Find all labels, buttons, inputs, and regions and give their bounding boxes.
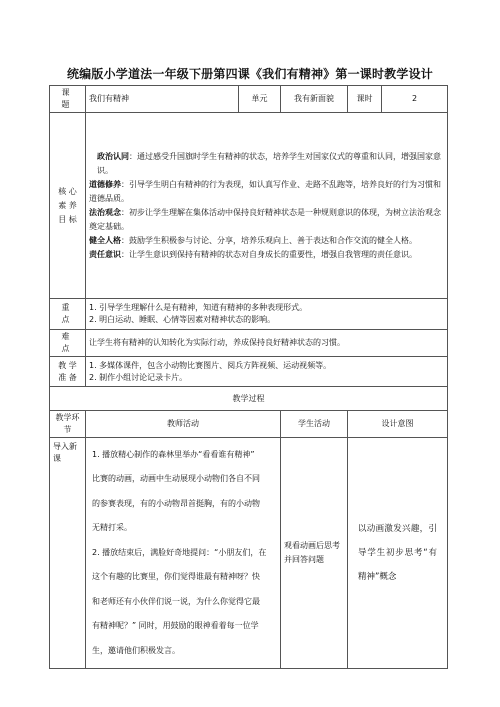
core-item: 健全人格：鼓励学生积极参与讨论、分享，培养乐观向上、善于表达和合作交流的健全人格。 xyxy=(89,235,417,245)
core-item: 法治观念：初步让学生理解在集体活动中保持良好精神状态是一种规则意识的体现，为树立法治观念奠定基础。 xyxy=(89,207,441,231)
process-title: 教学过程 xyxy=(50,387,448,411)
teacher-activity-cell xyxy=(86,438,281,669)
core-item: 道德修养：引导学生明白有精神的行为表现，如认真写作业、走路不乱跑等，培养良好的行为习惯和道德品质。 xyxy=(89,179,441,203)
column-header-stage: 教学环节 xyxy=(50,411,86,438)
core-item: 政治认同：通过感受升国旗时学生有精神的状态，培养学生对国家仪式的尊重和认同，增强国家意识。 xyxy=(97,151,441,175)
key-points-content xyxy=(86,299,448,330)
page-title: 统编版小学道法一年级下册第四课《我们有精神》第一课时教学设计 xyxy=(66,67,433,81)
key-point-item: 2. 明白运动、睡眠、心情等因素对精神状态的影响。 xyxy=(89,315,276,324)
teacher-activity-line: 的参赛表现，有的小动物昂首挺胸，有的小动物 xyxy=(92,498,260,508)
unit-value: 我有新面貌 xyxy=(281,86,348,113)
teacher-activity-line: 比赛的动画，动画中生动展现小动物们各自不同 xyxy=(92,474,260,484)
key-points-label: 重 点 xyxy=(50,299,86,330)
lesson-plan-table xyxy=(49,85,448,669)
teacher-activity-line: 无精打采。 xyxy=(92,523,132,533)
column-header-teacher: 教师活动 xyxy=(86,411,281,438)
difficult-points-content: 让学生将有精神的认知转化为实际行动，养成保持良好精神状态的习惯。 xyxy=(86,330,448,357)
column-header-intent: 设计意图 xyxy=(348,411,448,438)
hours-value: 2 xyxy=(382,86,448,113)
teacher-activity-line: 和老师还有小伙伴们说一说，为什么你觉得它最 xyxy=(92,596,260,606)
preparation-item: 1. 多媒体课件，包含小动物比赛图片、阅兵方阵视频、运动视频等。 xyxy=(89,360,332,370)
preparation-label: 教 学 准 备 xyxy=(50,357,86,387)
unit-label: 单元 xyxy=(239,86,281,113)
key-point-item: 1. 引导学生理解什么是有精神，知道有精神的多种表现形式。 xyxy=(89,303,308,312)
teacher-activity-line: 2. 播放结束后，满脸好奇地提问：“小朋友们，在 xyxy=(92,547,267,557)
core-goals-label: 核 心 素 养 目 标 xyxy=(50,113,86,299)
topic-value: 我们有精神 xyxy=(86,86,239,113)
teacher-activity-line: 1. 播放精心制作的森林里举办“看看谁有精神” xyxy=(92,449,255,459)
column-header-student: 学生活动 xyxy=(281,411,348,438)
preparation-content xyxy=(86,357,448,387)
design-intent-cell: 以动画激发兴趣，引导学生初步思考“有精神”概念 xyxy=(348,438,448,669)
topic-label: 课 题 xyxy=(50,86,86,113)
core-goals-content xyxy=(86,113,448,299)
preparation-item: 2. 制作小组讨论记录卡片。 xyxy=(89,372,188,382)
teacher-activity-line: 这个有趣的比赛里，你们觉得谁最有精神呀？快 xyxy=(92,572,260,582)
stage-cell: 导入新课 xyxy=(50,438,86,669)
core-item: 责任意识：让学生意识到保持有精神的状态对自身成长的重要性，增强自我管理的责任意识。 xyxy=(89,249,417,259)
student-activity-cell: 观看动画后思考并回答问题 xyxy=(281,438,348,669)
hours-label: 课时 xyxy=(348,86,382,113)
difficult-points-label: 难 点 xyxy=(50,330,86,357)
teacher-activity-line: 生，邀请他们积极发言。 xyxy=(92,645,180,655)
teacher-activity-line: 有精神呢？” 同时，用鼓励的眼神看着每一位学 xyxy=(92,621,259,631)
